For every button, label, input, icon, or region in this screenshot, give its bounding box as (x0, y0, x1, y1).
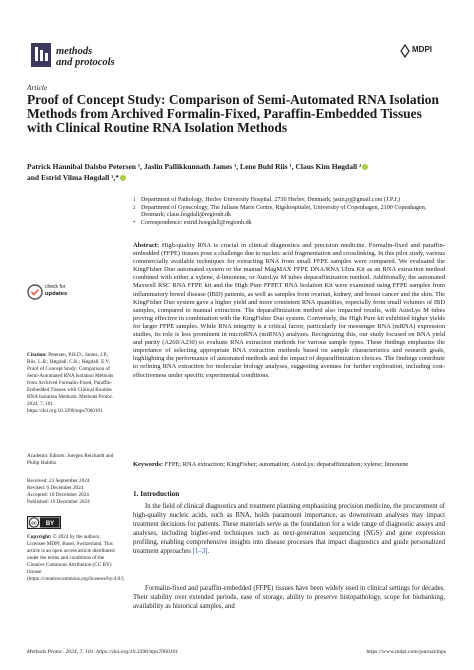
citation-block (27, 352, 119, 415)
paragraph-text: In the field of clinical diagnostics and treatment planning emphasizing precision medicine, the procurement of high-quality nucleic acids, such as RNA, holds paramount importance, as downstream analyses may impact treatment decisions for patients. These materials serve as the foundation for a wide range of diagnostic assays and analyses, including higher-end techniques such as next-generation sequencing (NGS) and gene expression profiling, enabling comprehensive insights into disease processes that impact diagnostics and guide personalized treatment approaches (133, 503, 445, 556)
affiliation-item (133, 220, 443, 228)
affiliation-text: Department of Gynecology, The Juliane Marie Centre, Rigshospitalet, University of Copenhagen, 2100 Copenhagen, Denmark; claus.hogdall@regionh.dk (141, 204, 427, 219)
check-updates-line1: check for (45, 284, 66, 290)
keywords-text: FFPE; RNA extraction; KingFisher; automation; AutoLys; deparaffinization; xylene; limonene (164, 461, 409, 468)
date-published: Published: 19 December 2024 (27, 499, 90, 505)
date-revised: Revised: 6 December 2024 (27, 485, 84, 491)
author-list (27, 162, 447, 183)
check-for-updates-button[interactable] (45, 284, 67, 297)
dates-block (27, 478, 119, 506)
date-accepted: Accepted: 10 December 2024 (27, 492, 89, 498)
keywords-label: Keywords: (133, 461, 164, 468)
cc-by-license-icon[interactable] (27, 516, 61, 529)
abstract-text: High-quality RNA is crucial in clinical diagnostics and precision medicine. Formalin-fixed and paraffin-embedded (FFPE) tissues pose a challenge due to nucleic acid fragmentation and crosslinking. In this pilot study, various commercially available techniques for extracting RNA from small FFPE samples were compared. We evaluated the KingFisher Duo automated system or the manual MagMAX FFPE DNA/RNA Ultra Kit as an RNA extraction method combined with either a xylene, d-limonene, or AutoLys M tubes deparaffinization method. Additionally, the automated Maxwell RSC RNA FFPE kit and the High Pure FFPET RNA Isolation Kit were examined using FFPE samples from inflammatory bowel disease (IBD) patients, as well as samples from ovarian, kidney, and breast cancer and the skin. The KingFisher Duo system gave a higher yield and more consistent RNA quantities, especially from small volumes of IBD samples, compared to manual extraction. The deparaffinization method also impacted results, with AutoLys M tubes proving effective in combination with the KingFisher Duo system. Conversely, the High Pure kit exhibited higher yields for larger FFPE samples. While RNA integrity is a critical factor, particularly for messenger RNA (mRNA) expression studies, its role is less prominent in microRNA (miRNA) analyses. Recognizing this, our study focused on RNA yield and purity (A260/A230) to evaluate RNA extraction methods for various sample types. These findings emphasize the importance of selecting appropriate RNA extraction methods based on sample characteristics and research goals, highlighting the performance of automated methods and the impact of deparaffinization choices. The findings contribute to refining RNA extraction for molecular biology analyses, suggesting avenues for further exploration, including cost-effectiveness under specific experimental conditions. (133, 242, 446, 379)
check-updates-line2: updates (45, 290, 68, 297)
citation-link[interactable]: [1–3] (192, 548, 208, 556)
svg-text:cc: cc (31, 520, 37, 527)
journal-name-line2: and protocols (56, 57, 115, 68)
journal-logo-icon (30, 42, 52, 68)
copyright-label: Copyright: (27, 534, 52, 540)
abstract (133, 242, 445, 380)
affiliation-marker: 1 (133, 198, 136, 203)
article-title: Proof of Concept Study: Comparison of Semi-Automated RNA Isolation Methods from Archived Formalin-Fixed, Paraffin-Embedded Tissues with Clinical Routine RNA Isolation Methods (27, 92, 439, 136)
affiliation-item (133, 197, 443, 205)
check-for-updates-icon[interactable] (27, 284, 43, 300)
intro-paragraph-2 (133, 584, 445, 611)
orcid-icon[interactable] (362, 164, 368, 170)
affiliation-text: Department of Pathology, Herlev University Hospital, 2730 Herlev, Denmark; jasin.pj@gmail.com (J.P.J.) (141, 197, 401, 203)
authors-line1[interactable]: Patrick Hannibal Dalsbo Petersen ¹, Jaslin Pallikkunnath James ¹, Lene Buhl Riis ¹, Claus Kim Høgdall ² (27, 162, 362, 171)
date-received: Received: 23 September 2024 (27, 478, 90, 484)
copyright-text: © 2024 by the authors. Licensee MDPI, Basel, Switzerland. This article is an open access article distributed under the terms and conditions of the Creative Commons Attribution (CC BY) license (https://creativecommons.org/licenses/by/4.0/). (27, 534, 125, 582)
keywords (133, 461, 445, 469)
footer-citation: Methods Protoc. 2024, 7, 101. https://doi.org/10.3390/mps7060101 (27, 649, 179, 655)
affiliation-item (133, 205, 443, 220)
publisher-name: MDPI (412, 45, 432, 54)
cc-by-label: BY (45, 521, 55, 527)
journal-name (56, 46, 115, 68)
affiliations (133, 197, 443, 227)
authors-line2[interactable]: and Estrid Vilma Høgdall ¹,* (27, 172, 120, 182)
correspondence-text[interactable]: Correspondence: estrid.hoegdall@regionh.dk (141, 219, 252, 226)
section-heading: 1. Introduction (133, 490, 180, 498)
paragraph-text: Formalin-fixed and paraffin-embedded (FFPE) tissues have been widely used in clinical settings for decades. Their stability over extended periods, ease of storage, ability to preserve histopathology, scope for biobanking, availability as historical samples, and (133, 585, 445, 611)
article-type: Article (27, 83, 48, 92)
journal-name-line1: methods (56, 46, 93, 57)
citation-label: Citation: (27, 352, 47, 358)
orcid-icon[interactable] (120, 175, 126, 181)
affiliation-marker: * (133, 220, 136, 226)
copyright-block (27, 534, 125, 583)
abstract-label: Abstract: (133, 242, 160, 249)
affiliation-marker: 2 (133, 205, 136, 211)
footer-journal-url[interactable]: https://www.mdpi.com/journal/mps (366, 649, 446, 655)
citation-text: Petersen, P.H.D.; James, J.P.; Riis, L.B.; Høgdall, C.K.; Høgdall, E.V. Proof of Concept Study: Comparison of Semi-Automated RNA Isolation Methods from Archived Formalin-Fixed, Paraffin-Embedded Tissues with Clinical Routine RNA Isolation Methods. Methods Protoc. 2024, 7, 101. https://doi.org/10.3390/mps7060101 (27, 352, 114, 414)
intro-paragraph-1: In the field of clinical diagnostics and treatment planning emphasizing precision medicine, the procurement of high-quality nucleic acids, such as RNA, holds paramount importance, as downstream analyses may impact treatment decisions for patients. These materials serve as the foundation for a wide range of diagnostic assays and analyses, including higher-end techniques such as next-generation sequencing (NGS) and gene expression profiling, enabling comprehensive insights into disease processes that impact diagnostics and guide personalized treatment approaches [1–3]. (133, 503, 445, 556)
academic-editors: Academic Editors: Juergen Reichardt and Philip Hublitz (27, 453, 114, 466)
